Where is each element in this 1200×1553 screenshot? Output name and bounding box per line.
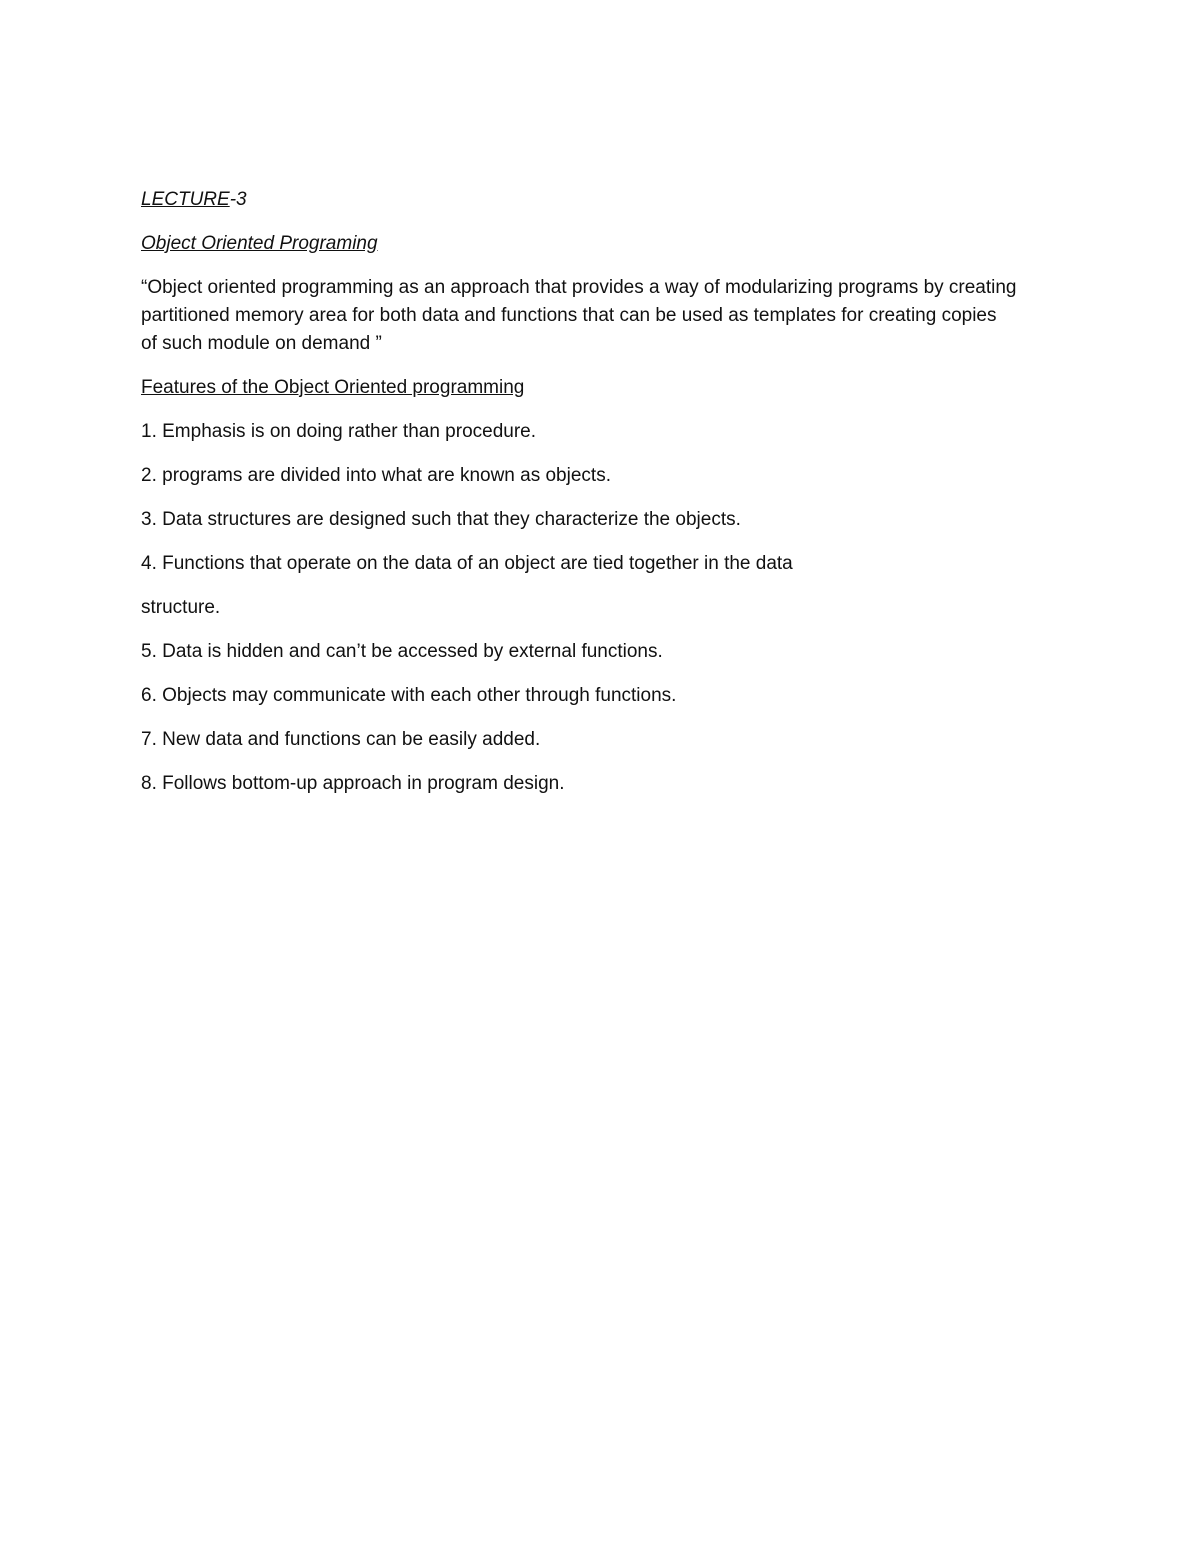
- lecture-label: LECTURE: [141, 189, 230, 210]
- quote-line: of such module on demand ”: [141, 333, 382, 354]
- feature-item: 1. Emphasis is on doing rather than procedure.: [141, 421, 537, 442]
- feature-item-continuation: structure.: [141, 597, 221, 618]
- lecture-title: [141, 186, 1071, 214]
- feature-item: 2. programs are divided into what are known as objects.: [141, 465, 611, 486]
- quote-line: “Object oriented programming as an approach that provides a way of modularizing programs by creating: [141, 277, 1017, 298]
- feature-item: 7. New data and functions can be easily added.: [141, 729, 541, 750]
- document-body: [141, 186, 1071, 798]
- feature-item: 5. Data is hidden and can’t be accessed by external functions.: [141, 641, 663, 662]
- feature-item: 3. Data structures are designed such that they characterize the objects.: [141, 509, 741, 530]
- lecture-number: -3: [229, 189, 247, 210]
- section-subtitle: Object Oriented Programing: [141, 233, 378, 254]
- feature-item: 4. Functions that operate on the data of an object are tied together in the data: [141, 553, 793, 574]
- feature-item: 8. Follows bottom-up approach in program design.: [141, 773, 565, 794]
- features-heading: Features of the Object Oriented programming: [141, 377, 525, 398]
- feature-item: 6. Objects may communicate with each other through functions.: [141, 685, 677, 706]
- definition-quote: [141, 274, 1071, 358]
- quote-line: partitioned memory area for both data and functions that can be used as templates for creating copies: [141, 305, 997, 326]
